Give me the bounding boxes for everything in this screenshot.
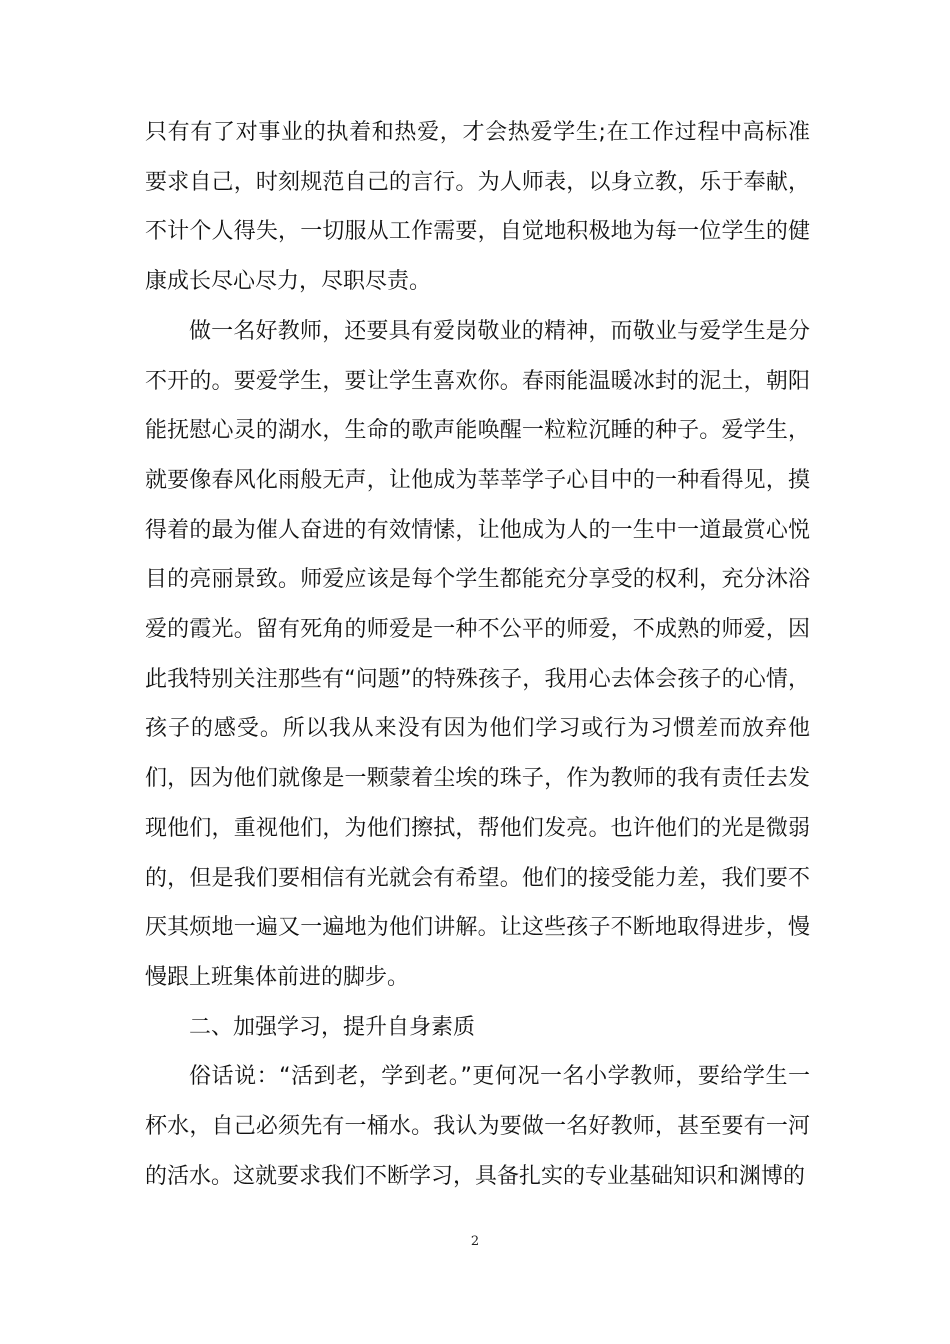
section-heading: 二、加强学习，提升自身素质 [189,1014,476,1040]
page-number: 2 [470,1234,480,1249]
paragraph-dedication: 做一名好教师，还要具有爱岗敬业的精神，而敬业与爱学生是分不开的。要爱学生，要让学生喜欢你。春雨能温暖冰封的泥土，朝阳能抚慰心灵的湖水，生命的歌声能唤醒一粒粒沉睡的种子。爱学生，就要像春风化雨般无声，让他成为莘莘学子心目中的一种看得见，摸得着的最为催人奋进的有效情愫，让他成为人的一生中一道最赏心悦目的亮丽景致。师爱应该是每个学生都能充分享受的权利，充分沐浴爱的霞光。留有死角的师爱是一种不公平的师爱，不成熟的师爱，因此我特别关注那些有“问题”的特殊孩子，我用心去体会孩子的心情，孩子的感受。所以我从来没有因为他们学习或行为习惯差而放弃他们，因为他们就像是一颗蒙着尘埃的珠子，作为教师的我有责任去发现他们，重视他们，为他们擦拭，帮他们发亮。也许他们的光是微弱的，但是我们要相信有光就会有希望。他们的接受能力差，我们要不厌其烦地一遍又一遍地为他们讲解。让这些孩子不断地取得进步，慢慢跟上班集体前进的脚步。 [145,318,810,990]
paragraph-learning: 俗话说：“活到老，学到老。”更何况一名小学教师，要给学生一杯水，自己必须先有一桶水。我认为要做一名好教师，甚至要有一河的活水。这就要求我们不断学习，具备扎实的专业基础知识和渊博的 [145,1064,810,1189]
paragraph-continuation: 只有有了对事业的执着和热爱，才会热爱学生;在工作过程中高标准要求自己，时刻规范自己的言行。为人师表，以身立教，乐于奉献，不计个人得失，一切服从工作需要，自觉地积极地为每一位学生的健康成长尽心尽力，尽职尽责。 [145,120,810,295]
body-text [145,108,810,1201]
